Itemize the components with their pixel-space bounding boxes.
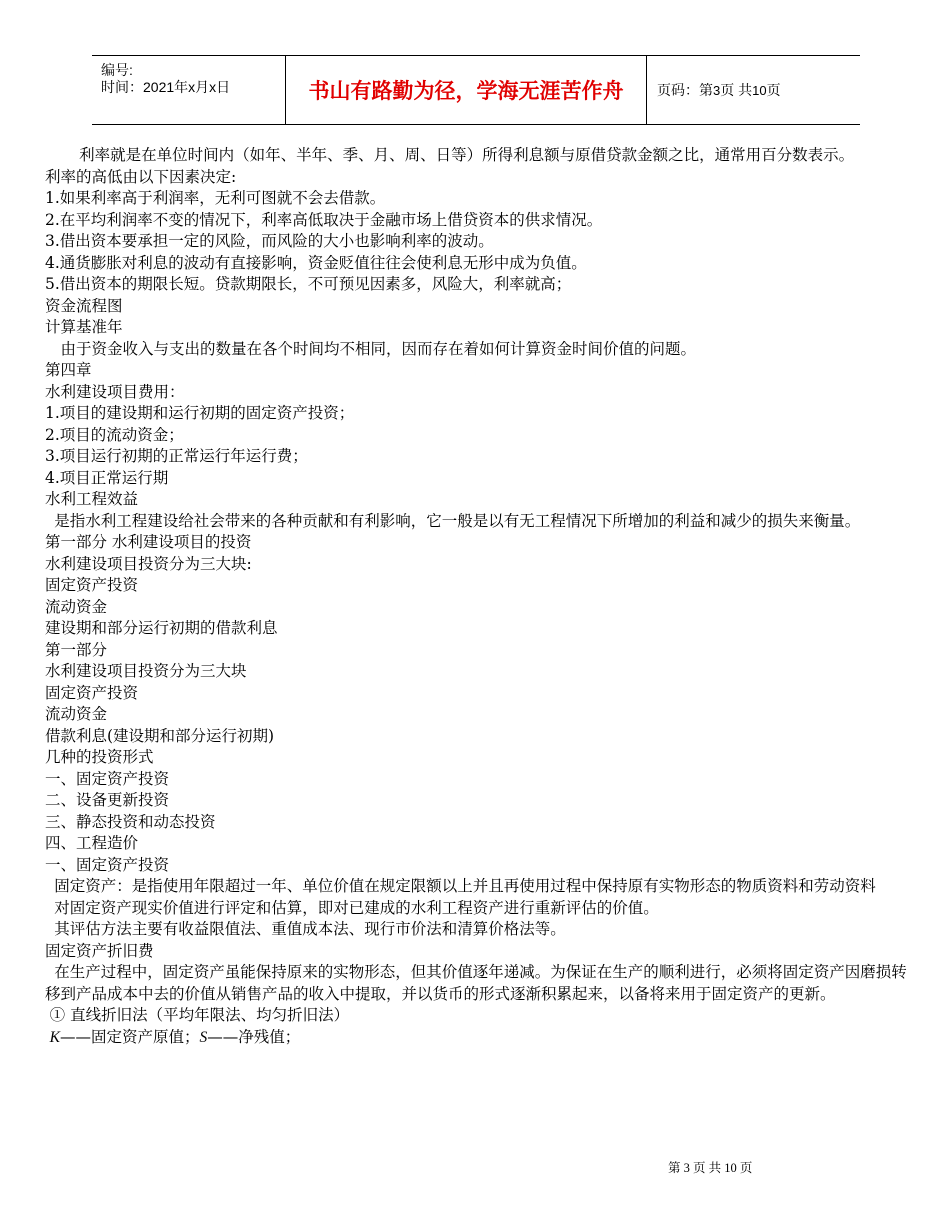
heading: 计算基准年 — [45, 318, 123, 336]
paragraph: 利率就是在单位时间内（如年、半年、季、月、周、日等）所得利息额与原借贷款金额之比，通常用百分数表示。 — [79, 146, 855, 164]
heading: 水利工程效益 — [45, 490, 139, 508]
list-item: 1.项目的建设期和运行初期的固定资产投资； — [45, 404, 355, 422]
list-item: 固定资产投资 — [45, 683, 139, 702]
heading: 一、固定资产投资 — [45, 855, 170, 874]
page-header — [92, 55, 860, 125]
list-item: 建设期和部分运行初期的借款利息 — [45, 619, 278, 637]
list-item: 4.通货膨胀对利息的波动有直接影响，资金贬值往往会使利息无形中成为负值。 — [45, 253, 587, 272]
list-item: 4.项目正常运行期 — [45, 468, 169, 487]
page-mid: 页 共 — [720, 82, 753, 98]
serial-label: 编号: — [101, 62, 133, 78]
list-item: 2.项目的流动资金； — [45, 425, 184, 444]
footer-mid: 页 共 — [693, 1161, 722, 1175]
method-heading: ① 直线折旧法（平均年限法、均匀折旧法） — [49, 1006, 350, 1024]
section-heading: 第一部分 水利建设项目的投资 — [45, 533, 252, 551]
list-item: 流动资金 — [45, 597, 108, 616]
heading: 固定资产折旧费 — [45, 941, 154, 960]
paragraph: 利率的高低由以下因素决定: — [45, 167, 237, 186]
page-total: 10 — [752, 82, 767, 98]
paragraph: 水利建设项目投资分为三大块: — [45, 554, 252, 573]
page-label: 页码：第 — [657, 82, 713, 98]
paragraph: 其评估方法主要有收益限值法、重值成本法、现行市价法和清算价格法等。 — [54, 920, 566, 938]
heading: 水利建设项目费用： — [45, 382, 185, 401]
list-item: 固定资产投资 — [45, 576, 139, 594]
footer-prefix: 第 — [668, 1161, 681, 1175]
paragraph: 对固定资产现实价值进行评定和估算，即对已建成的水利工程资产进行重新评估的价值。 — [54, 898, 659, 917]
footer-page-total: 10 — [724, 1161, 737, 1175]
paragraph: 在生产过程中，固定资产虽能保持原来的实物形态，但其价值逐年递减。为保证在生产的顺利进行，必须将固定资产因磨损转移到产品成本中去的价值从销售产品的收入中提取，并以货币的形式逐渐积累起来，以备将来用于固定资产的更新。 — [45, 963, 907, 1003]
footer-end: 页 — [739, 1161, 753, 1175]
page-footer — [668, 1158, 752, 1176]
variable-s: S — [199, 1028, 208, 1046]
list-item: 借款利息(建设期和部分运行初期) — [45, 726, 275, 745]
list-item: 二、设备更新投资 — [45, 791, 170, 809]
paragraph: 由于资金收入与支出的数量在各个时间均不相同，因而存在着如何计算资金时间价值的问题。 — [60, 339, 697, 358]
list-item: 2.在平均利润率不变的情况下，利率高低取决于金融市场上借贷资本的供求情况。 — [45, 210, 603, 229]
heading: 几种的投资形式 — [45, 748, 154, 766]
page-end: 页 — [766, 82, 781, 98]
list-item: 三、静态投资和动态投资 — [45, 812, 216, 831]
document-body — [45, 145, 910, 1048]
paragraph: 是指水利工程建设给社会带来的各种贡献和有利影响，它一般是以有无工程情况下所增加的利益和减少的损失来衡量。 — [54, 511, 861, 530]
list-item: 3.借出资本要承担一定的风险，而风险的大小也影响利率的波动。 — [45, 232, 494, 250]
motto-text: 书山有路勤为径，学海无涯苦作舟 — [308, 79, 624, 103]
header-info-cell — [92, 56, 285, 124]
time-label: 时间：2021年x月x日 — [101, 79, 231, 95]
list-item: 四、工程造价 — [45, 834, 139, 852]
header-motto-cell — [285, 56, 647, 124]
header-page-cell — [647, 56, 860, 124]
footer-page-number: 3 — [683, 1161, 690, 1175]
section-heading: 第一部分 — [45, 640, 108, 659]
list-item: 3.项目运行初期的正常运行年运行费； — [45, 447, 308, 465]
page-number: 3 — [713, 82, 721, 98]
variable-k: K — [49, 1028, 60, 1046]
heading: 资金流程图 — [45, 296, 123, 315]
list-item: 1.如果利率高于利润率，无利可图就不会去借款。 — [45, 189, 386, 207]
formula-legend — [45, 1027, 910, 1049]
legend-k-text: ——固定资产原值； — [59, 1027, 200, 1046]
list-item: 流动资金 — [45, 705, 108, 723]
chapter-heading: 第四章 — [45, 361, 92, 379]
list-item: 5.借出资本的期限长短。贷款期限长，不可预见因素多，风险大，利率就高； — [45, 275, 572, 293]
paragraph: 水利建设项目投资分为三大块 — [45, 662, 247, 680]
legend-s-text: ——净残值； — [207, 1027, 301, 1046]
paragraph: 固定资产：是指使用年限超过一年、单位价值在规定限额以上并且再使用过程中保持原有实物形态的物质资料和劳动资料 — [54, 877, 876, 895]
list-item: 一、固定资产投资 — [45, 769, 170, 788]
